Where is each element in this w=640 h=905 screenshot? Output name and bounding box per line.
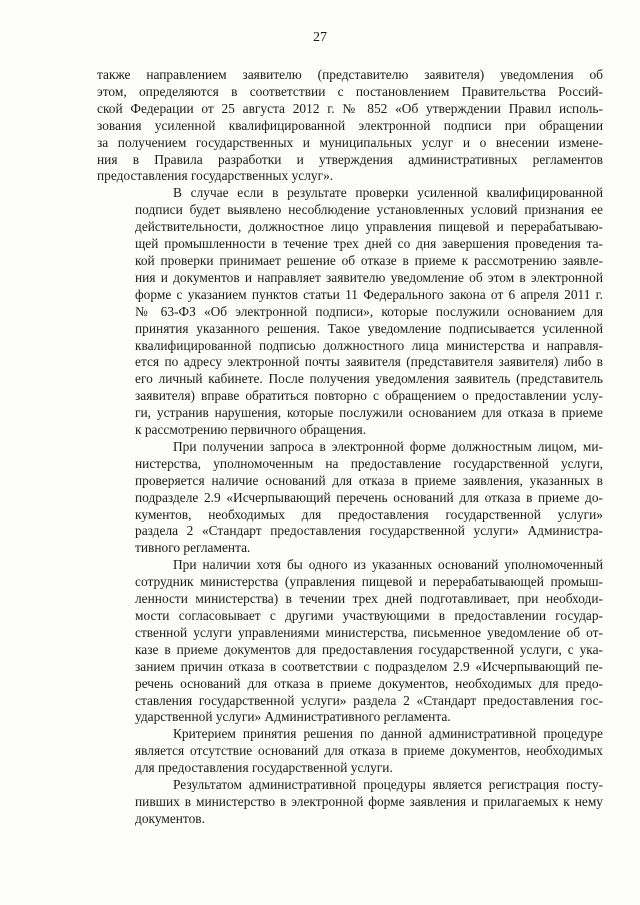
text-line: квалифицированной подписью должностного лица министерства и направля- [135,337,603,353]
text-line: форме с указанием пунктов статьи 11 Федерального закона от 6 апреля 2011 г. [135,286,603,302]
paragraph [97,67,603,185]
text-line: ственной услуги управлениями министерства, письменное уведомление об от- [135,624,603,640]
paragraph [97,726,603,777]
paragraph [97,185,603,439]
page-number: 27 [313,30,327,45]
text-line: ской Федерации от 25 августа 2012 г. № 852 «Об утверждении Правил исполь- [97,100,603,116]
document-body [97,67,603,828]
text-line: сотрудник министерства (управления пищевой и перерабатывающей промыш- [135,574,603,590]
text-line: предоставления государственных услуг». [97,168,334,184]
text-line: ударственной услуги» Административного регламента. [135,709,451,725]
text-line: принятия указанного решения. Такое уведомление подписывается усиленной [135,320,603,336]
text-line: для предоставления государственной услуги. [135,760,393,776]
text-line: к рассмотрению первичного обращения. [135,422,367,438]
text-line: тивного регламента. [135,540,251,556]
text-line: При получении запроса в электронной форме должностным лицом, ми- [173,438,603,454]
text-line: документов. [135,810,205,826]
text-line: заявителя) вправе обратиться повторно с обращением о предоставлении услу- [135,388,603,404]
text-line: за получением государственных и муниципальных услуг и о внесении измене- [97,134,603,150]
text-line: щей промышленности в течение трех дней со дня завершения проведения та- [135,236,603,252]
text-line: Результатом административной процедуры является регистрация посту- [173,777,603,793]
text-line: пивших в министерство в электронной форме заявления и прилагаемых к нему [135,793,603,809]
text-line: мости согласовывает с другими участвующими в предоставлении государ- [135,608,603,623]
paragraph [97,557,603,726]
text-line: нистерства, уполномоченным на предоставление государственной услуги, [135,455,603,471]
text-line: также направлением заявителю (представителю заявителя) уведомления об [97,67,603,82]
text-line: зования усиленной квалифицированной электронной подписи при обращении [97,117,603,133]
text-line: речень оснований для отказа в приеме документов, необходимых для предо- [135,675,603,691]
text-line: № 63-ФЗ «Об электронной подписи», которые послужили основанием для [135,303,603,319]
text-line: занием причин отказа в соответствии с подразделом 2.9 «Исчерпывающий пе- [135,658,603,674]
text-line: действительности, должностное лицо управления пищевой и перерабатываю- [135,219,603,235]
text-line: При наличии хотя бы одного из указанных оснований уполномоченный [173,557,603,573]
text-line: кой проверки принимает решение об отказе в приеме к рассмотрению заявле- [135,252,603,268]
text-line: казе в приеме документов для предоставления государственной услуги, с ука- [135,641,603,657]
text-line: ленности министерства) в течении трех дней подготавливает, при необходи- [135,591,603,607]
text-line: Критерием принятия решения по данной административной процедуре [173,726,603,742]
text-line: ния и документов и направляет заявителю уведомление об этом в электронной [135,269,603,285]
text-line: этом, определяются в соответствии с постановлением Правительства Россий- [97,83,603,99]
text-line: ется по адресу электронной почты заявителя (представителя заявителя) либо в [135,354,603,370]
paragraph [97,439,603,557]
text-line: кументов, необходимых для предоставления государственной услуги» [135,506,603,522]
text-line: проверяется наличие оснований для отказа в приеме заявления, указанных в [135,472,603,488]
paragraph [97,777,603,828]
text-line: подписи будет выявлено несоблюдение установленных условий признания ее [135,202,603,218]
text-line: раздела 2 «Стандарт предоставления государственной услуги» Администра- [135,523,603,539]
text-line: является отсутствие оснований для отказа в приеме документов, необходимых [135,743,603,759]
text-line: ги, устранив нарушения, которые послужили основанием для отказа в приеме [135,405,603,421]
text-line: подразделе 2.9 «Исчерпывающий перечень оснований для отказа в приеме до- [135,489,603,505]
text-line: В случае если в результате проверки усиленной квалифицированной [173,185,603,201]
text-line: ния в Правила разработки и утверждения административных регламентов [97,151,603,167]
text-line: ставления государственной услуги» раздела 2 «Стандарт предоставления гос- [135,692,603,708]
text-line: его личный кабинете. После получения уведомления заявитель (представитель [135,371,603,387]
